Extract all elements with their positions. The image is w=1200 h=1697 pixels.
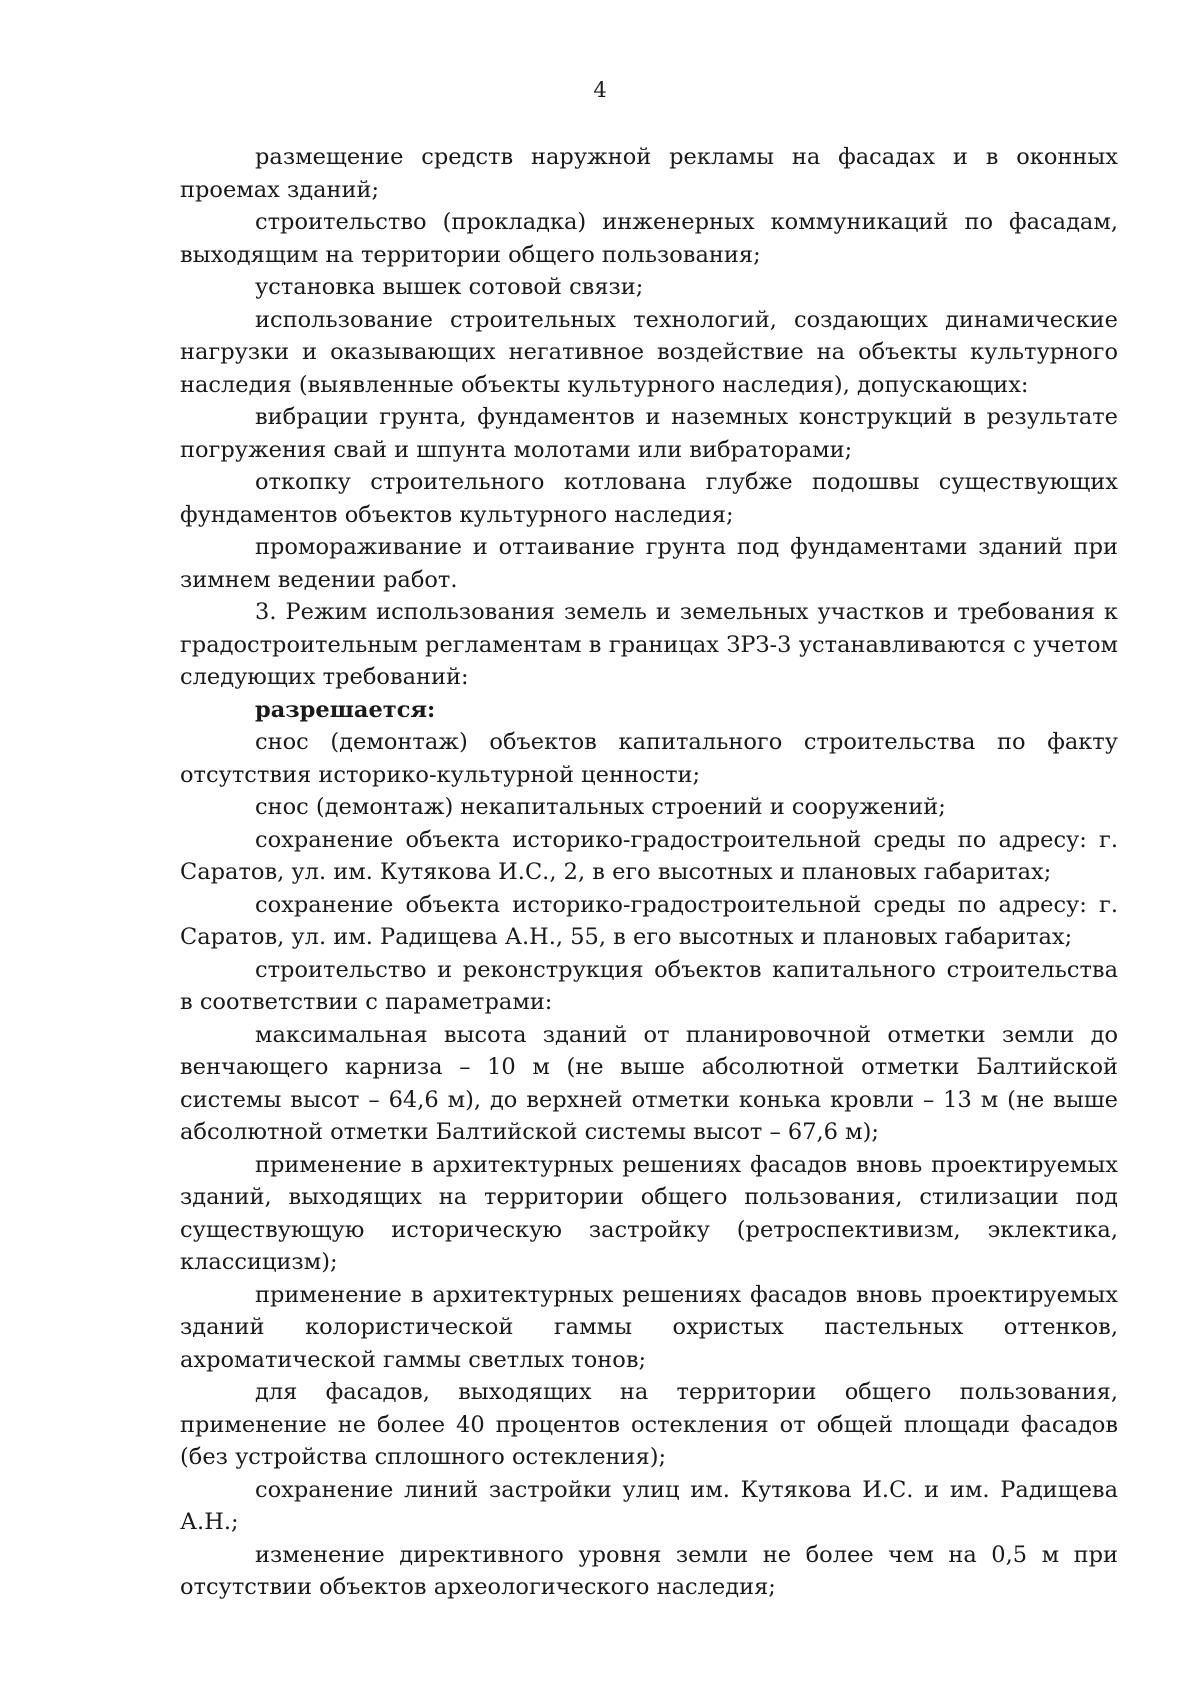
document-body [180,141,1118,1604]
paragraph: вибрации грунта, фундаментов и наземных конструкций в результате погружения свай и шпунта молотами или вибраторами; [180,404,1118,463]
paragraph: сохранение объекта историко-градостроительной среды по адресу: г. Саратов, ул. им. Кутякова И.С., 2, в его высотных и плановых габаритах; [180,826,1118,885]
section-heading: разрешается: [255,696,436,723]
paragraph: применение в архитектурных решениях фасадов вновь проектируемых зданий колористической гаммы охристых пастельных оттенков, ахроматической гаммы светлых тонов; [180,1281,1118,1373]
paragraph: строительство (прокладка) инженерных коммуникаций по фасадам, выходящим на территории общего пользования; [180,209,1118,268]
paragraph: размещение средств наружной рекламы на фасадах и в оконных проемах зданий; [180,144,1118,203]
paragraph: снос (демонтаж) некапитальных строений и сооружений; [255,794,946,820]
paragraph: строительство и реконструкция объектов капитального строительства в соответствии с параметрами: [180,956,1118,1015]
paragraph: сохранение объекта историко-градостроительной среды по адресу: г. Саратов, ул. им. Радищева А.Н., 55, в его высотных и плановых габаритах; [180,891,1118,950]
paragraph: 3. Режим использования земель и земельных участков и требования к градостроительным регламентам в границах ЗРЗ-3 устанавливаются с учетом следующих требований: [180,599,1118,690]
paragraph: снос (демонтаж) объектов капитального строительства по факту отсутствия историко-культурной ценности; [180,729,1118,788]
paragraph: применение в архитектурных решениях фасадов вновь проектируемых зданий, выходящих на территории общего пользования, стилизации под существующую историческую застройку (ретроспективизм, эклектика, классицизм); [180,1151,1118,1275]
page-number: 4 [593,78,607,102]
paragraph: для фасадов, выходящих на территории общего пользования, применение не более 40 процентов остекления от общей площади фасадов (без устройства сплошного остекления); [180,1379,1118,1470]
paragraph: откопку строительного котлована глубже подошвы существующих фундаментов объектов культурного наследия; [180,469,1118,528]
paragraph: максимальная высота зданий от планировочной отметки земли до венчающего карниза – 10 м (не выше абсолютной отметки Балтийской системы высот – 64,6 м), до верхней отметки конька кровли – 13 м (не выше абсолютной отметки Балтийской системы высот – 67,6 м); [180,1021,1118,1145]
paragraph: установка вышек сотовой связи; [255,274,644,300]
paragraph: промораживание и оттаивание грунта под фундаментами зданий при зимнем ведении работ. [180,534,1118,593]
paragraph: сохранение линий застройки улиц им. Кутякова И.С. и им. Радищева А.Н.; [180,1476,1118,1535]
paragraph: изменение директивного уровня земли не более чем на 0,5 м при отсутствии объектов археологического наследия; [180,1541,1118,1600]
paragraph: использование строительных технологий, создающих динамические нагрузки и оказывающих негативное воздействие на объекты культурного наследия (выявленные объекты культурного наследия), допускающих: [180,306,1118,398]
